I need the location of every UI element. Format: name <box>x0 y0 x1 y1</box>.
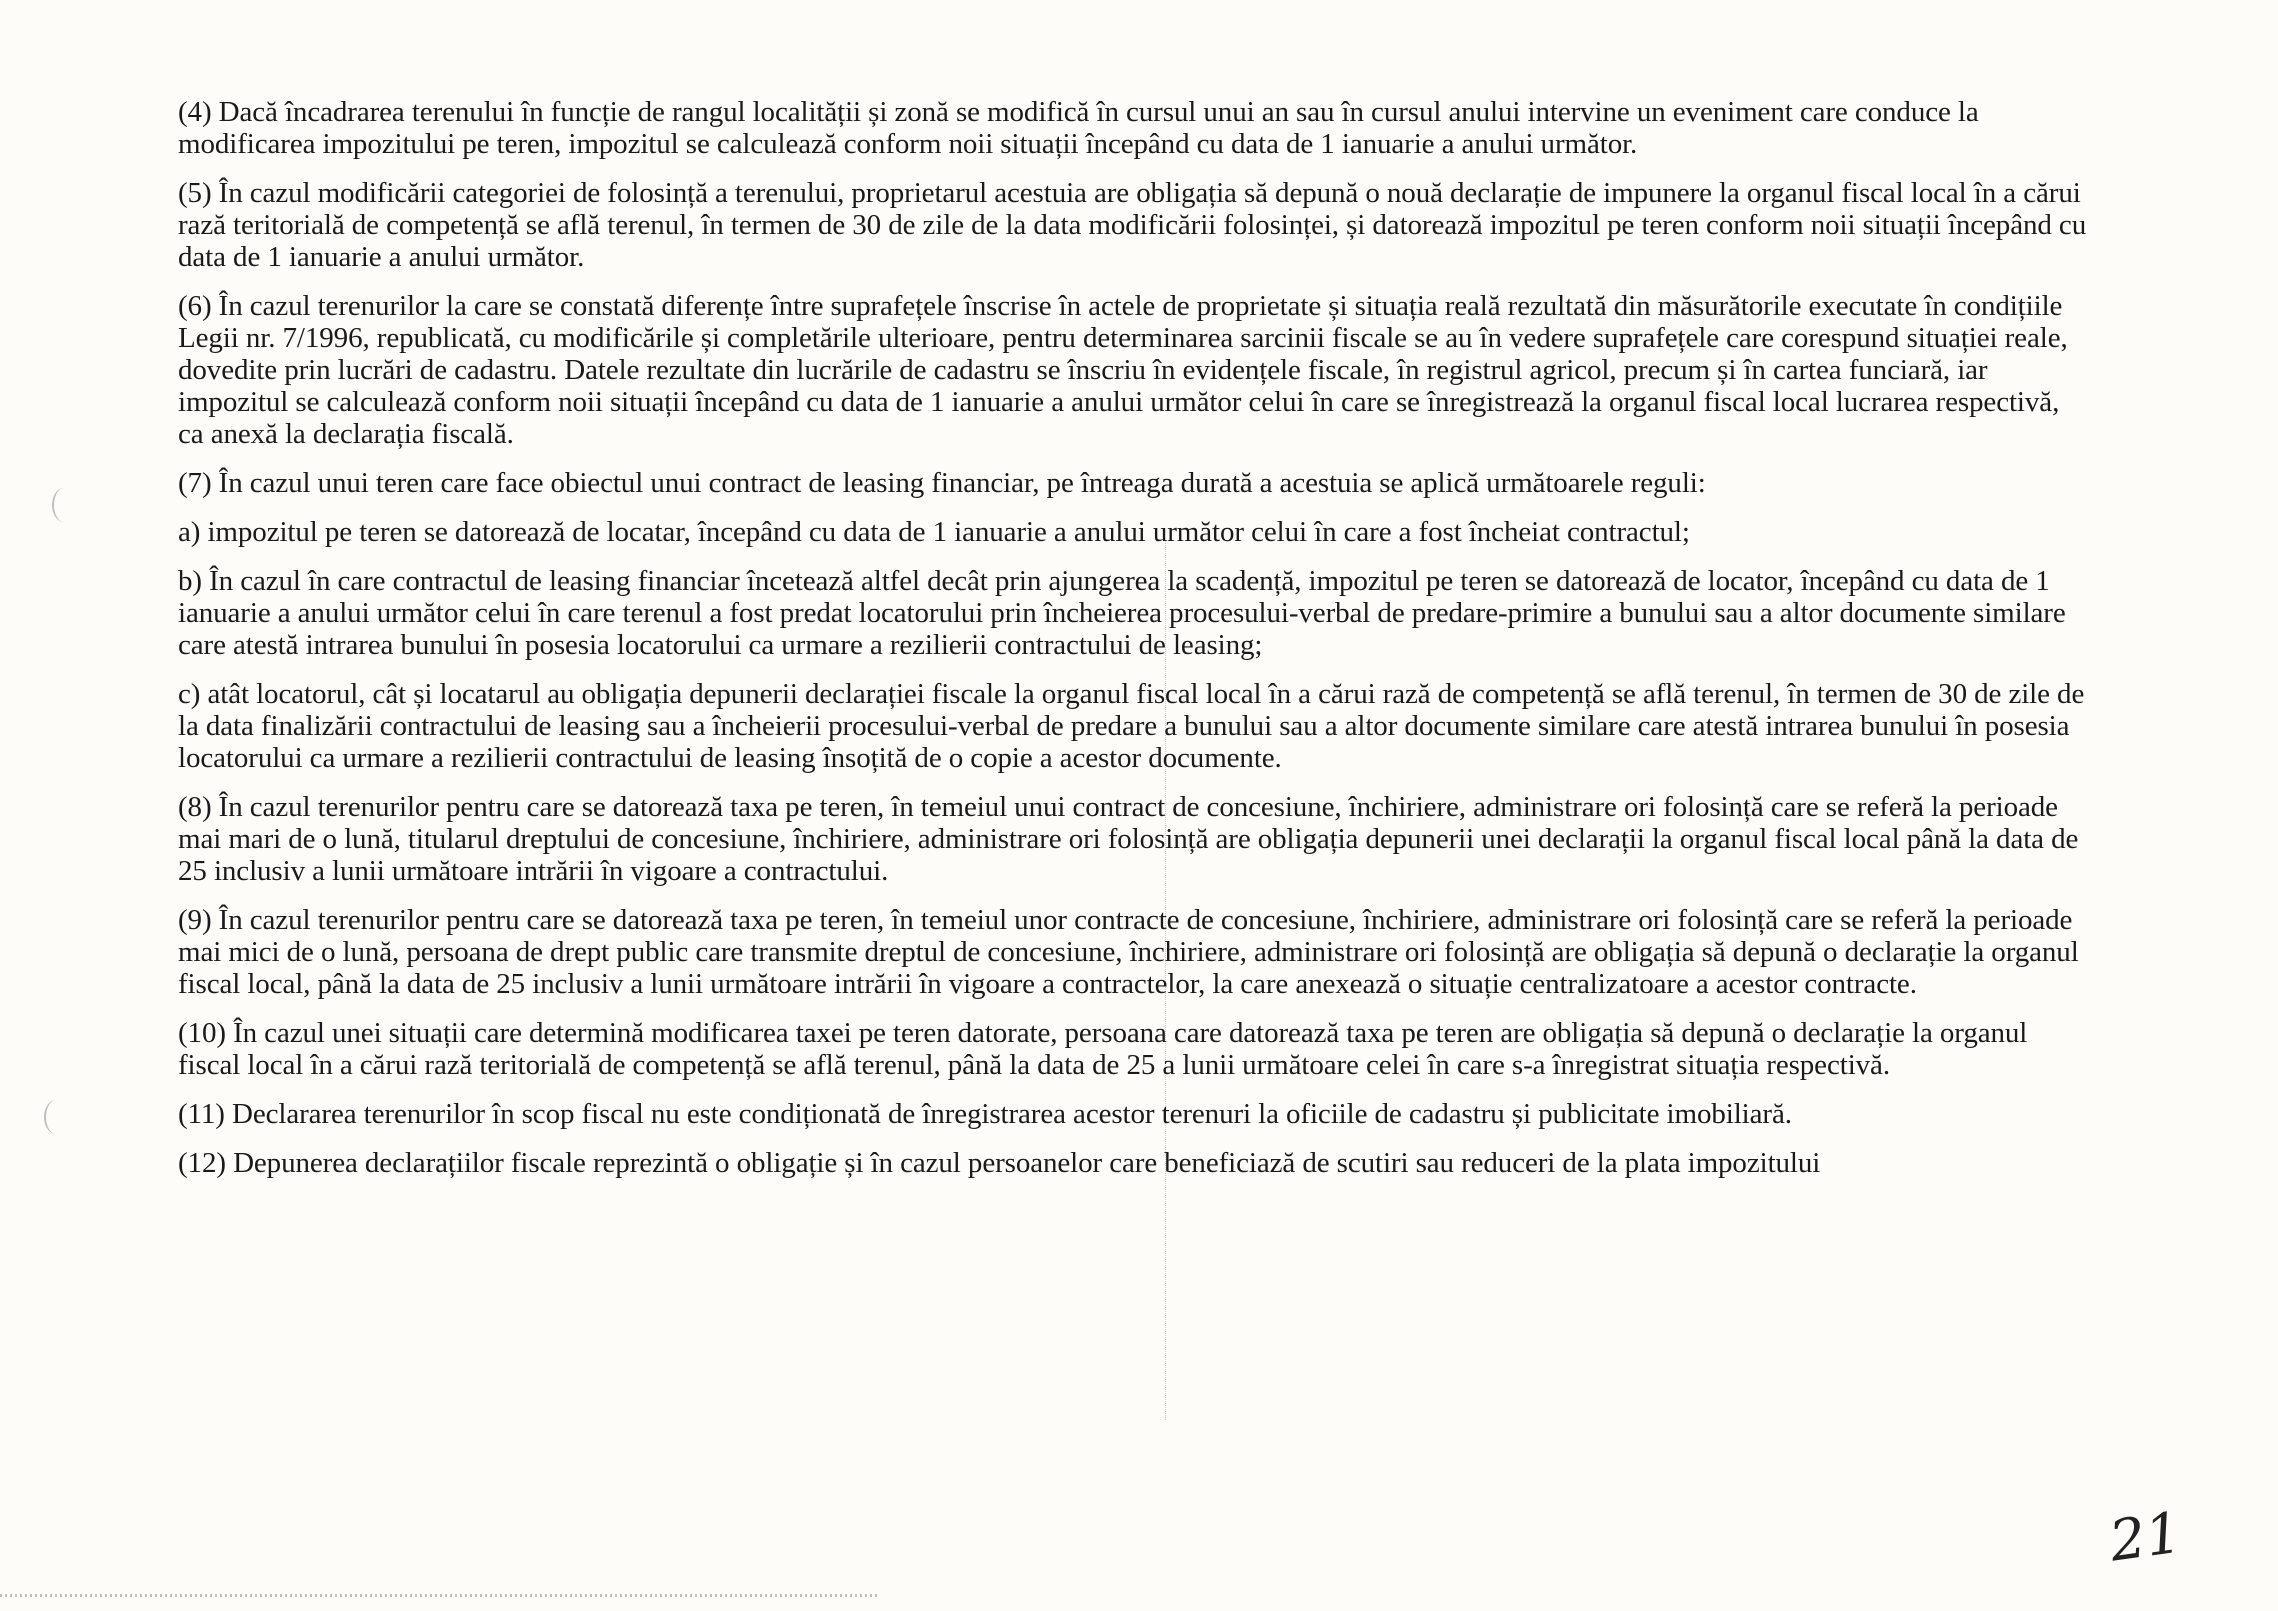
paragraph-11: (11) Declararea terenurilor în scop fiscal nu este condiționată de înregistrarea acestor terenuri la oficiile de cadastru și publicitate imobiliară. <box>178 1098 1792 1130</box>
paragraph-10: (10) În cazul unei situații care determină modificarea taxei pe teren datorate, persoana care datorează taxa pe teren are obligația să depună o declarație la organul fiscal local în a cărui rază teritorială de competență se află terenul, până la data de 25 a lunii următoare celei în care s-a înregistrat situația respectivă. <box>178 1017 2028 1081</box>
paragraph-7: (7) În cazul unui teren care face obiectul unui contract de leasing financiar, pe întreaga durată a acestuia se aplică următoarele reguli: <box>178 467 1706 499</box>
punch-hole-mark <box>44 1100 68 1134</box>
paragraph-7-b: b) În cazul în care contractul de leasing financiar încetează altfel decât prin ajungerea la scadență, impozitul pe teren se datorează de locator, începând cu data de 1 ianuarie a anului următor celui în care terenul a fost predat locatorului prin încheierea procesului-verbal de predare-primire a bunului sau a altor documente similare care atestă intrarea bunului în posesia locatorului ca urmare a rezilierii contractului de leasing; <box>178 565 2066 661</box>
paragraph-5: (5) În cazul modificării categoriei de folosință a terenului, proprietarul acestuia are obligația să depună o nouă declarație de impunere la organul fiscal local în a cărui rază teritorială de competență se află terenul, în termen de 30 de zile de la data modificării folosinței, și datorează impozitul pe teren conform noii situații începând cu data de 1 ianuarie a anului următor. <box>178 177 2087 273</box>
scan-edge-artifact <box>0 1594 880 1597</box>
handwritten-page-number: 21 <box>2105 1500 2186 1575</box>
paragraph-4: (4) Dacă încadrarea terenului în funcție de rangul localității și zonă se modifică în cursul unui an sau în cursul anului intervine un eveniment care conduce la modificarea impozitului pe teren, impozitul se calculează conform noii situații începând cu data de 1 ianuarie a anului următor. <box>178 96 1979 160</box>
paragraph-7-a: a) impozitul pe teren se datorează de locatar, începând cu data de 1 ianuarie a anului următor celui în care a fost încheiat contractul; <box>178 516 1690 548</box>
paragraph-7-c: c) atât locatorul, cât și locatarul au obligația depunerii declarației fiscale la organul fiscal local în a cărui rază de competență se află terenul, în termen de 30 de zile de la data finalizării contractului de leasing sau a încheierii procesului-verbal de predare a bunului sau a altor documente similare care atestă intrarea bunului în posesia locatorului ca urmare a rezilierii contractului de leasing însoțită de o copie a acestor documente. <box>178 678 2085 774</box>
paragraph-8: (8) În cazul terenurilor pentru care se datorează taxa pe teren, în temeiul unui contract de concesiune, închiriere, administrare ori folosință care se referă la perioade mai mari de o lună, titularul dreptului de concesiune, închiriere, administrare ori folosință are obligația depunerii unei declarații la organul fiscal local până la data de 25 inclusiv a lunii următoare intrării în vigoare a contractului. <box>178 791 2079 887</box>
paragraph-6: (6) În cazul terenurilor la care se constată diferențe între suprafețele înscrise în actele de proprietate și situația reală rezultată din măsurătorile executate în condițiile Legii nr. 7/1996, republicată, cu modificările și completările ulterioare, pentru determinarea sarcinii fiscale se au în vedere suprafețele care corespund situației reale, dovedite prin lucrări de cadastru. Datele rezultate din lucrările de cadastru se înscriu în evidențele fiscale, în registrul agricol, precum și în cartea funciară, iar impozitul se calculează conform noii situații începând cu data de 1 ianuarie a anului următor celui în care se înregistrează la organul fiscal local lucrarea respectivă, ca anexă la declarația fiscală. <box>178 290 2068 450</box>
document-body <box>178 96 2088 1196</box>
paragraph-9: (9) În cazul terenurilor pentru care se datorează taxa pe teren, în temeiul unor contracte de concesiune, închiriere, administrare ori folosință care se referă la perioade mai mici de o lună, persoana de drept public care transmite dreptul de concesiune, închiriere, administrare ori folosință are obligația să depună o declarație la organul fiscal local, până la data de 25 inclusiv a lunii următoare intrării în vigoare a contractelor, la care anexează o situație centralizatoare a acestor contracte. <box>178 904 2079 1000</box>
punch-hole-mark <box>52 488 76 522</box>
paragraph-12: (12) Depunerea declarațiilor fiscale reprezintă o obligație și în cazul persoanelor care beneficiază de scutiri sau reduceri de la plata impozitului <box>178 1147 1821 1179</box>
